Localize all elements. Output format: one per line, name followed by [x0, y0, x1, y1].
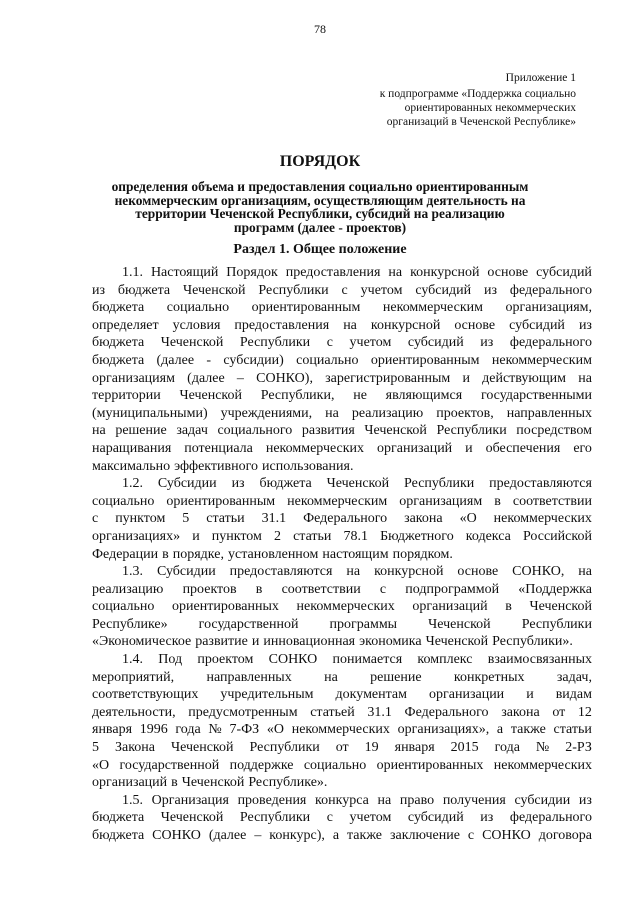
paragraph-line: максимально эффективного использования.	[92, 458, 354, 474]
paragraph-line: соответствующих учредительным документам организации и видам	[92, 687, 592, 703]
paragraph-line: на решение задач социального развития Чеченской Республики посредством	[92, 423, 592, 439]
paragraph-line: 1.5. Организация проведения конкурса на право получения субсидии из	[122, 792, 592, 808]
paragraph-line: реализацию проектов в соответствии с подпрограммой «Поддержка	[92, 581, 592, 597]
paragraph-line: деятельности, предусмотренным статьей 31.1 Федерального закона от 12	[92, 704, 592, 720]
appendix-line: организаций в Чеченской Республике»	[386, 116, 576, 128]
subtitle-line: некоммерческим организациям, осуществляющим деятельность на	[114, 192, 526, 208]
paragraph-line: территории Чеченской Республики, не являющимся государственными	[92, 388, 592, 404]
document-subtitle	[90, 180, 550, 234]
paragraph-line: «О государственной поддержке социально ориентированных некоммерческих	[92, 757, 592, 773]
paragraph-1	[92, 264, 592, 475]
paragraph-line: Федерации в порядке, установленном настоящим порядком.	[92, 546, 453, 562]
appendix-line: к подпрограмме «Поддержка социально	[379, 88, 576, 100]
paragraph-line: социально ориентированных некоммерческих организаций в Чеченской	[92, 599, 592, 615]
appendix-note	[316, 71, 576, 129]
paragraph-line: определяет условия предоставления на конкурсной основе субсидий из	[92, 317, 592, 333]
paragraph-line: социально ориентированным некоммерческим организациям в соответствии	[92, 493, 592, 509]
document-title: ПОРЯДОК	[279, 153, 361, 170]
paragraph-line: 1.4. Под проектом СОНКО понимается комплекс взаимосвязанных	[122, 652, 592, 668]
subtitle-line: определения объема и предоставления социально ориентированным	[111, 179, 529, 194]
paragraph-4	[92, 651, 592, 792]
paragraph-line: 1.2. Субсидии из бюджета Чеченской Республики предоставляются	[122, 476, 592, 492]
paragraph-line: мероприятий, направленных на решение конкретных задач,	[92, 669, 592, 685]
section-title: Раздел 1. Общее положение	[233, 242, 407, 257]
paragraph-line: (муниципальными) учреждениями, на реализацию проектов, направленных	[92, 405, 592, 421]
paragraph-line: бюджета СОНКО (далее – конкурс), а также заключение с СОНКО договора	[92, 828, 592, 843]
paragraph-line: 5 Закона Чеченской Республики от 19 января 2015 года № 2-РЗ	[92, 740, 592, 756]
paragraph-line: бюджета социально ориентированным некоммерческим организациям,	[92, 300, 592, 316]
paragraph-3	[92, 563, 592, 651]
paragraph-line: января 1996 года № 7-ФЗ «О некоммерческих организациях», а также статьи	[92, 722, 592, 738]
document-body	[92, 264, 592, 845]
subtitle-line: программ (далее - проектов)	[233, 219, 407, 235]
paragraph-line: бюджета Чеченской Республики с учетом субсидий из федерального	[92, 810, 592, 826]
page-number: 78	[314, 22, 326, 36]
paragraph-line: организаций в Чеченской Республике».	[92, 775, 328, 791]
paragraph-line: с пунктом 5 статьи 31.1 Федерального закона «О некоммерческих	[92, 511, 592, 527]
appendix-line: ориентированных некоммерческих	[404, 102, 576, 114]
paragraph-line: бюджета Чеченской Республики с учетом субсидий из федерального	[92, 335, 592, 351]
paragraph-line: бюджета (далее - субсидии) социально ориентированным некоммерческим	[92, 352, 592, 368]
subtitle-line: территории Чеченской Республики, субсидий на реализацию	[135, 206, 505, 221]
paragraph-line: «Экономическое развитие и инновационная экономика Чеченской Республики».	[92, 634, 573, 650]
paragraph-line: наращивания потенциала некоммерческих организаций и обеспечения его	[92, 440, 592, 456]
paragraph-line: организациям (далее – СОНКО), зарегистрированным и действующим на	[92, 370, 592, 386]
paragraph-line: 1.1. Настоящий Порядок предоставления на конкурсной основе субсидий	[122, 265, 592, 280]
paragraph-line: из бюджета Чеченской Республики с учетом субсидий из федерального	[92, 282, 592, 298]
appendix-head: Приложение 1	[505, 72, 576, 84]
paragraph-2	[92, 475, 592, 563]
paragraph-5	[92, 792, 592, 845]
paragraph-line: Республике» государственной программы Чеченской Республики	[92, 616, 592, 632]
paragraph-line: организациях» и пунктом 2 статьи 78.1 Бюджетного кодекса Российской	[92, 528, 592, 544]
paragraph-line: 1.3. Субсидии предоставляются на конкурсной основе СОНКО, на	[122, 564, 592, 580]
